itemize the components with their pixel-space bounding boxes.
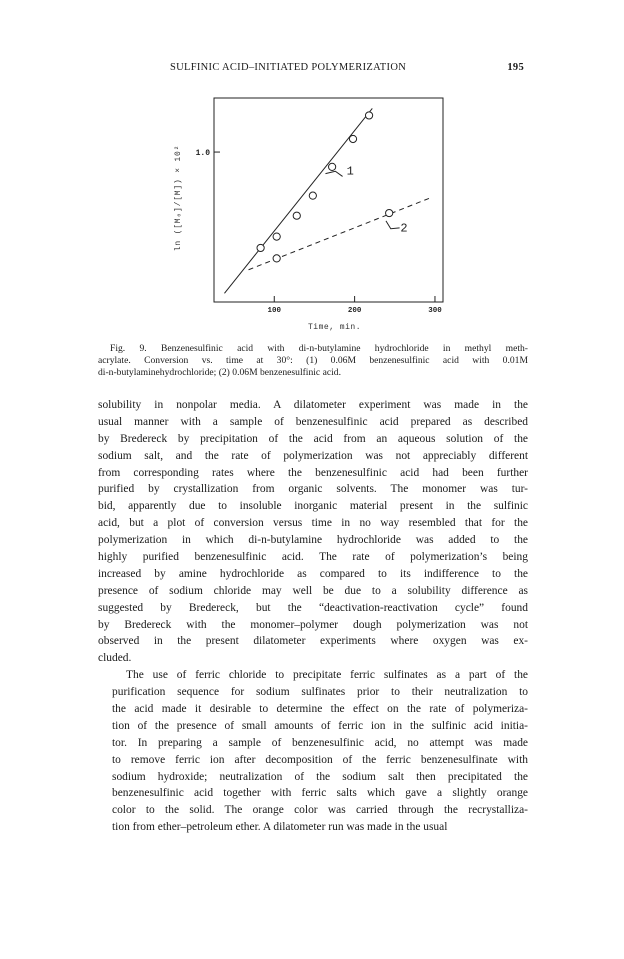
figure-caption — [98, 343, 528, 379]
x-tick-label: 200 — [347, 307, 362, 315]
text-line: tion from ether–petroleum ether. A dilatometer run was made in the usual — [112, 821, 448, 834]
text-line: observed in the present dilatometer experiments where oxygen was ex- — [98, 635, 528, 648]
body-text — [98, 397, 528, 836]
series-1-point — [257, 244, 264, 251]
text-line: color to the solid. The orange color was carried through the recrystalliza- — [112, 804, 528, 817]
series-1-point — [309, 192, 316, 199]
text-line: cluded. — [98, 652, 132, 665]
text-line: purification sequence for sodium sulfinates prior to their neutralization to — [112, 686, 528, 699]
text-line: tor. In preparing a sample of benzenesulfinic acid, no attempt was made — [112, 736, 528, 749]
text-line: The use of ferric chloride to precipitate ferric sulfinates as a part of the — [126, 669, 528, 682]
text-line: suggested by Bredereck, but the “deactivation-reactivation cycle” found — [98, 601, 528, 614]
text-line: by Bredereck with the monomer–polymer dough polymerization was not — [98, 618, 528, 631]
series-1-arrow — [325, 171, 342, 176]
series-2-label: 2 — [400, 221, 408, 236]
paragraph-2 — [98, 667, 528, 836]
text-line: solubility in nonpolar media. A dilatometer experiment was made in the — [98, 399, 528, 411]
y-tick-label: 1.0 — [195, 149, 210, 159]
text-line: acid, but a plot of conversion versus time in no way resembled that for the — [98, 517, 528, 530]
text-line: highly purified benzenesulfinic acid. The rate of polymerization’s being — [98, 551, 528, 564]
series-1-point — [349, 135, 356, 142]
series-1-label: 1 — [346, 164, 354, 179]
text-line: sodium hydroxide; neutralization of the sodium salt then precipitated the — [112, 770, 528, 783]
text-line: to remove ferric ion after decomposition of the ferric benzenesulfinate with — [112, 753, 528, 766]
text-line: Fig. 9. Benzenesulfinic acid with di-n-butylamine hydrochloride in methyl meth- — [110, 343, 528, 354]
text-line: from corresponding rates where the benzenesulfinic acid had been further — [98, 466, 528, 479]
conversion-chart — [160, 92, 460, 342]
text-line: polymerization in which di-n-butylamine hydrochloride was added to the — [98, 534, 528, 547]
text-line: benzenesulfinic acid together with ferric salts which gave a slightly orange — [112, 787, 528, 800]
text-line: by Bredereck by precipitation of the acid from an aqueous solution of the — [98, 432, 528, 445]
text-line: di-n-butylaminehydrochloride; (2) 0.06M benzenesulfinic acid. — [98, 367, 341, 378]
series-1-point — [293, 212, 300, 219]
series-1-point — [365, 112, 372, 119]
x-axis-label: Time, min. — [307, 323, 362, 332]
text-line: bid, apparently due to insoluble inorganic material present in the sulfinic — [98, 500, 528, 513]
plot-frame — [214, 98, 443, 302]
text-line: purified by crystallization from organic solvents. The monomer was tur- — [98, 483, 528, 496]
page-number: 195 — [507, 62, 524, 73]
series-2-point — [273, 255, 280, 262]
text-line: usual manner with a sample of benzenesulfinic acid prepared as described — [98, 415, 528, 428]
series-1-point — [273, 233, 280, 240]
x-tick-label: 100 — [267, 307, 282, 315]
running-head-title: SULFINIC ACID–INITIATED POLYMERIZATION — [170, 62, 407, 73]
text-line: sodium salt, and the rate of polymerization was not appreciably different — [98, 449, 528, 462]
text-line: acrylate. Conversion vs. time at 30°: (1) 0.06M benzenesulfinic acid with 0.01M — [98, 355, 528, 366]
series-1-point — [329, 163, 336, 170]
text-line: increased by amine hydrochloride as compared to its indifference to the — [98, 567, 528, 580]
y-axis-label: ln ([M₀]/[M]) × 10² — [174, 144, 183, 252]
figure-9 — [160, 92, 460, 347]
x-tick-label: 300 — [428, 307, 442, 315]
text-line: presence of sodium chloride may well be due to a solubility difference as — [98, 584, 528, 597]
paragraph-1 — [98, 397, 528, 667]
series-2-arrow — [386, 221, 400, 229]
series-2-point — [386, 209, 393, 216]
text-line: the acid made it desirable to determine the effect on the rate of polymeriza- — [112, 703, 528, 716]
text-line: tion of the presence of small amounts of ferric ion in the sulfinic acid initia- — [112, 719, 528, 732]
